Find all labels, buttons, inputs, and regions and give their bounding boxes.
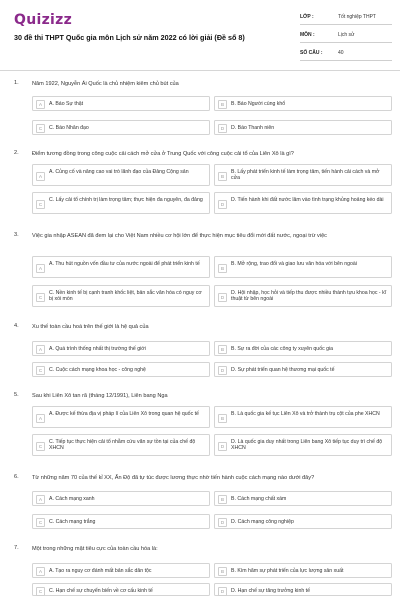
option-b[interactable] (214, 96, 392, 111)
option-a[interactable] (32, 96, 210, 111)
option-letter: C (36, 587, 45, 596)
option-text: B. Là quốc gia kế tục Liên Xô và trở thành trụ cột của phe XHCN (231, 410, 380, 417)
option-text: B. Báo Người cùng khổ (231, 101, 286, 108)
option-letter: C (36, 200, 45, 209)
option-text: B. Kìm hãm sự phát triển của lực lượng sản xuất (231, 568, 344, 575)
option-text: A. Được kế thừa địa vị pháp lí của Liên Xô trong quan hệ quốc tế (49, 410, 199, 417)
option-text: A. Củng cố và nâng cao vai trò lãnh đạo của Đảng Cộng sản (49, 168, 189, 175)
option-text: B. Cách mạng chất xám (231, 496, 287, 503)
option-text: C. Báo Nhân đạo (49, 125, 89, 132)
option-d[interactable] (214, 514, 392, 529)
option-letter: A (36, 172, 45, 181)
option-text: C. Hạn chế sự chuyển biến về cơ cấu kinh tế (49, 588, 153, 595)
question-text: Từ những năm 70 của thế kỉ XX, Ấn Độ đã tự túc được lương thực nhờ tiến hành cuộc cách mạng nào dưới đây? (32, 475, 315, 481)
option-d[interactable] (214, 434, 392, 456)
option-text: D. Sự phát triển quan hệ thương mại quốc tế (231, 367, 335, 374)
option-letter: D (218, 124, 227, 133)
worksheet-title: 30 đề thi THPT Quốc gia môn Lịch sử năm 2022 có lời giải (Đề số 8) (14, 33, 245, 42)
option-b[interactable] (214, 256, 392, 278)
option-a[interactable] (32, 406, 210, 428)
worksheet-meta (300, 11, 392, 61)
option-a[interactable] (32, 341, 210, 356)
question-text: Năm 1922, Nguyễn Ái Quốc là chủ nhiệm kiêm chủ bút của (32, 81, 179, 87)
option-letter: D (218, 293, 227, 302)
worksheet-header (0, 0, 400, 66)
option-letter: C (36, 124, 45, 133)
option-text: C. Cuộc cách mạng khoa học - công nghệ (49, 367, 146, 374)
option-letter: D (218, 587, 227, 596)
option-letter: D (218, 442, 227, 451)
question-number: 4. (14, 323, 19, 329)
option-text: D. Hội nhập, học hỏi và tiếp thu được nhiều thành tựu khoa học - kĩ thuật từ bên ngoài (231, 289, 387, 303)
option-letter: A (36, 567, 45, 576)
option-text: C. Nền kinh tế bị cạnh tranh khốc liệt, bản sắc văn hóa có nguy cơ bị xói mòn (49, 289, 202, 303)
option-text: C. Tiếp tục thực hiện cải tổ nhằm cứu vãn sự tồn tại của chế độ XHCN (49, 438, 196, 452)
option-text: D. Cách mạng công nghiệp (231, 519, 294, 526)
option-letter: D (218, 366, 227, 375)
option-letter: B (218, 414, 227, 423)
option-text: C. Cách mạng trắng (49, 519, 96, 526)
option-letter: C (36, 442, 45, 451)
question-number: 7. (14, 545, 19, 551)
option-c[interactable] (32, 362, 210, 377)
option-d[interactable] (214, 362, 392, 377)
meta-label: LỚP : (300, 14, 314, 20)
option-text: D. Hạn chế sự tăng trưởng kinh tế (231, 588, 310, 595)
meta-value: Tốt nghiệp THPT (338, 14, 376, 20)
option-text: B. Mở rộng, trao đổi và giao lưu văn hóa với bên ngoài (231, 260, 357, 267)
option-d[interactable] (214, 583, 392, 596)
option-a[interactable] (32, 164, 210, 186)
option-letter: A (36, 495, 45, 504)
question-number: 1. (14, 80, 19, 86)
meta-row-subject (300, 29, 392, 43)
option-letter: B (218, 100, 227, 109)
option-b[interactable] (214, 406, 392, 428)
option-text: A. Báo Sự thật (49, 101, 84, 108)
option-letter: C (36, 366, 45, 375)
option-letter: A (36, 264, 45, 273)
option-letter: B (218, 495, 227, 504)
option-c[interactable] (32, 434, 210, 456)
quizizz-logo: Quizizz (14, 12, 73, 28)
meta-row-class (300, 11, 392, 25)
meta-label: SỐ CÂU : (300, 50, 323, 56)
option-letter: A (36, 414, 45, 423)
option-letter: D (218, 200, 227, 209)
question-text: Việc gia nhập ASEAN đã đem lại cho Việt Nam nhiều cơ hội lớn để thực hiện mục tiêu đổi mới đất nước, ngoại trừ việc (32, 233, 327, 239)
option-text: D. Là quốc gia duy nhất trong Liên bang Xô tiếp tục duy trì chế độ XHCN (231, 438, 383, 452)
question-number: 3. (14, 232, 19, 238)
option-letter: B (218, 345, 227, 354)
option-text: D. Tiến hành khi đất nước lâm vào tình trạng khủng hoảng kéo dài (231, 196, 384, 203)
option-c[interactable] (32, 120, 210, 135)
question-text: Điểm tương đồng trong công cuộc cải cách mở cửa ở Trung Quốc với công cuộc cải tổ của Liên Xô là gì? (32, 151, 294, 157)
option-a[interactable] (32, 491, 210, 506)
option-letter: C (36, 518, 45, 527)
option-text: A. Quá trình thống nhất thị trường thế giới (49, 346, 146, 353)
option-c[interactable] (32, 583, 210, 596)
meta-value: 40 (338, 50, 344, 56)
option-text: C. Lấy cải tổ chính trị làm trọng tâm; thực hiện đa nguyên, đa đảng (49, 196, 203, 203)
meta-value: Lịch sử (338, 32, 355, 38)
question-number: 2. (14, 150, 19, 156)
option-b[interactable] (214, 563, 392, 578)
option-letter: C (36, 293, 45, 302)
option-d[interactable] (214, 285, 392, 307)
question-text: Xu thế toàn cầu hoá trên thế giới là hệ quả của (32, 324, 149, 330)
option-c[interactable] (32, 285, 210, 307)
option-letter: A (36, 100, 45, 109)
option-text: B. Lấy phát triển kinh tế làm trọng tâm, tiến hành cải cách và mở cửa (231, 168, 380, 182)
header-divider (0, 70, 400, 71)
option-letter: B (218, 264, 227, 273)
option-a[interactable] (32, 563, 210, 578)
question-text: Một trong những mặt tiêu cực của toàn cầu hóa là: (32, 546, 158, 552)
question-number: 6. (14, 474, 19, 480)
option-c[interactable] (32, 514, 210, 529)
option-text: A. Tạo ra nguy cơ đánh mất bản sắc dân tộc (49, 568, 152, 575)
meta-label: MÔN : (300, 32, 315, 38)
question-number: 5. (14, 392, 19, 398)
option-letter: D (218, 518, 227, 527)
option-text: A. Cách mạng xanh (49, 496, 95, 503)
option-d[interactable] (214, 192, 392, 214)
option-b[interactable] (214, 341, 392, 356)
option-text: B. Sự ra đời của các công ty xuyên quốc gia (231, 346, 334, 353)
option-letter: B (218, 172, 227, 181)
meta-row-count (300, 47, 392, 61)
option-d[interactable] (214, 120, 392, 135)
option-letter: A (36, 345, 45, 354)
option-a[interactable] (32, 256, 210, 278)
option-b[interactable] (214, 164, 392, 186)
option-text: D. Báo Thanh niên (231, 125, 275, 132)
option-letter: B (218, 567, 227, 576)
question-text: Sau khi Liên Xô tan rã (tháng 12/1991), Liên bang Nga (32, 393, 168, 399)
option-c[interactable] (32, 192, 210, 214)
option-text: A. Thu hút nguồn vốn đầu tư của nước ngoài để phát triển kinh tế (49, 260, 200, 267)
option-b[interactable] (214, 491, 392, 506)
